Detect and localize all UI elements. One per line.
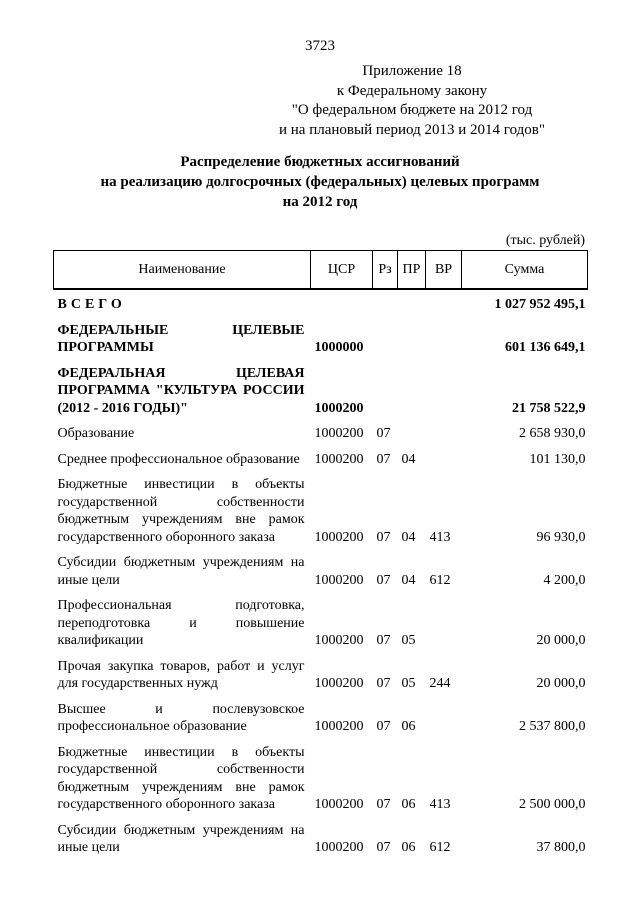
row-pr: 06 [401, 719, 416, 734]
row-name: Профессиональная подготовка, переподготовка и повышение квалификации [57, 598, 305, 648]
table-header-row [54, 251, 588, 290]
row-vr: 413 [429, 529, 451, 545]
row-name: ФЕДЕРАЛЬНАЯ ЦЕЛЕВАЯ ПРОГРАММА "КУЛЬТУРА РОССИИ (2012 - 2016 ГОДЫ)" [57, 365, 305, 416]
row-pr [398, 365, 426, 426]
row-vr [426, 451, 462, 477]
row-pr: 05 [401, 676, 416, 691]
row-rz: 07 [376, 529, 391, 545]
title-line-3: на 2012 год [282, 194, 358, 210]
table-row [54, 658, 588, 701]
row-rz: 07 [376, 676, 391, 691]
row-vr [426, 701, 462, 744]
row-pr: 06 [401, 797, 416, 812]
header-vr: ВР [426, 251, 462, 290]
row-pr: 06 [401, 840, 416, 855]
appendix-line-4: и на плановый период 2013 и 2014 годов" [279, 121, 545, 138]
row-vr: 244 [429, 676, 451, 691]
table-row [54, 554, 588, 597]
table-row [54, 289, 588, 322]
title-line-2: на реализацию долгосрочных (федеральных) целевых программ [100, 174, 540, 190]
row-name: Бюджетные инвестиции в объекты государственной собственности бюджетным учреждениям вне рамок государственного оборонного заказа [57, 477, 305, 545]
row-name: Субсидии бюджетным учреждениям на иные цели [57, 555, 305, 588]
row-csr: 1000200 [314, 676, 364, 691]
table-row [54, 451, 588, 477]
table-row [54, 365, 588, 426]
row-csr: 1000200 [314, 840, 364, 855]
row-name: Высшее и послевузовское профессиональное образование [57, 701, 305, 734]
row-vr: 413 [429, 797, 451, 812]
row-sum: 21 758 522,9 [512, 400, 586, 416]
row-pr: 04 [401, 451, 416, 467]
row-name: ФЕДЕРАЛЬНЫЕ ЦЕЛЕВЫЕ ПРОГРАММЫ [57, 322, 305, 355]
row-pr [398, 425, 426, 451]
row-vr [426, 365, 462, 426]
table-row [54, 476, 588, 554]
row-csr: 1000200 [314, 719, 364, 734]
row-pr [398, 289, 426, 322]
row-csr: 1000200 [314, 400, 364, 416]
row-sum: 20 000,0 [536, 676, 586, 691]
row-sum: 101 130,0 [529, 451, 586, 467]
appendix-line-3: "О федеральном бюджете на 2012 год [291, 102, 533, 118]
row-rz: 07 [376, 451, 391, 467]
row-csr: 1000200 [314, 451, 364, 467]
row-sum: 1 027 952 495,1 [494, 297, 586, 312]
row-sum: 37 800,0 [536, 840, 586, 855]
row-rz [373, 365, 398, 426]
row-csr: 1000000 [314, 340, 364, 355]
header-name: Наименование [54, 251, 311, 290]
row-rz [373, 289, 398, 322]
row-csr: 1000200 [314, 572, 364, 588]
header-sum: Сумма [462, 251, 588, 290]
row-vr: 612 [429, 572, 451, 588]
row-sum: 96 930,0 [536, 529, 586, 545]
table-row [54, 425, 588, 451]
row-vr [426, 597, 462, 658]
row-vr [426, 289, 462, 322]
row-rz: 07 [376, 719, 391, 734]
header-pr: ПР [398, 251, 426, 290]
row-rz [373, 322, 398, 365]
row-csr: 1000200 [314, 633, 364, 648]
budget-table [53, 250, 588, 865]
row-name: Прочая закупка товаров, работ и услуг для государственных нужд [57, 658, 305, 691]
row-sum: 2 658 930,0 [519, 426, 586, 441]
table-row [54, 597, 588, 658]
row-name: Субсидии бюджетным учреждениям на иные цели [57, 822, 305, 855]
row-csr: 1000200 [314, 426, 364, 441]
row-name: Бюджетные инвестиции в объекты государственной собственности бюджетным учреждениям вне рамок государственного оборонного заказа [57, 744, 305, 812]
header-rz: Рз [373, 251, 398, 290]
row-sum: 2 537 800,0 [519, 719, 586, 734]
page-number: 3723 [305, 38, 335, 54]
row-sum: 4 200,0 [543, 572, 586, 588]
row-vr [426, 322, 462, 365]
row-pr: 05 [401, 633, 416, 648]
row-vr [426, 425, 462, 451]
row-sum: 20 000,0 [536, 633, 586, 648]
row-csr: 1000200 [314, 797, 364, 812]
table-row [54, 322, 588, 365]
units-note: (тыс. рублей) [505, 233, 585, 248]
row-rz: 07 [376, 572, 391, 588]
row-rz: 07 [376, 633, 391, 648]
appendix-line-2: к Федеральному закону [336, 82, 488, 99]
table-row [54, 822, 588, 865]
row-vr: 612 [429, 840, 451, 855]
row-rz: 07 [376, 797, 391, 812]
header-csr: ЦСР [311, 251, 373, 290]
row-sum: 601 136 649,1 [505, 340, 586, 355]
row-name: Образование [57, 426, 135, 441]
table-row [54, 701, 588, 744]
row-csr [311, 289, 373, 322]
row-sum: 2 500 000,0 [519, 797, 586, 812]
title-line-1: Распределение бюджетных ассигнований [180, 154, 460, 170]
row-rz: 07 [376, 426, 391, 441]
row-name: Среднее профессиональное образование [57, 451, 300, 467]
appendix-reference [242, 62, 582, 140]
document-title [0, 152, 640, 212]
row-csr: 1000200 [314, 529, 364, 545]
row-name: ВСЕГО [57, 297, 126, 312]
row-pr: 04 [401, 529, 416, 545]
row-pr: 04 [401, 572, 416, 588]
appendix-line-1: Приложение 18 [362, 63, 462, 79]
row-rz: 07 [376, 840, 391, 855]
row-pr [398, 322, 426, 365]
table-row [54, 744, 588, 822]
